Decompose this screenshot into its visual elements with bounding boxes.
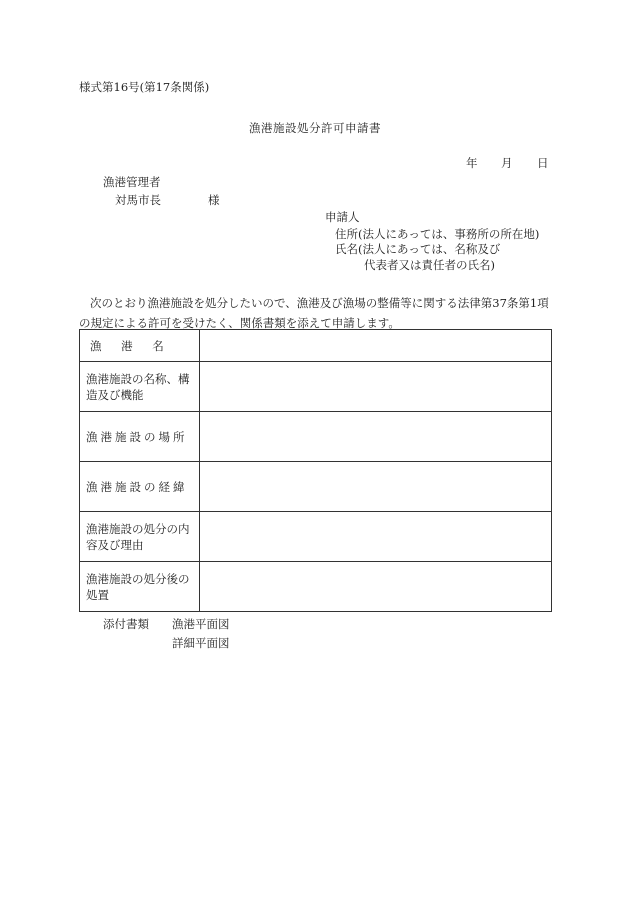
addressee-name: 対馬市長 — [115, 193, 161, 207]
row-value-facility-history[interactable] — [200, 462, 552, 512]
date-month: 月 — [501, 156, 513, 170]
row-value-harbor-name[interactable] — [200, 330, 552, 362]
row-label-facility-location: 漁港施設の場所 — [80, 412, 200, 462]
applicant-address: 住所(法人にあっては、事務所の所在地) — [335, 227, 540, 241]
application-table — [79, 329, 552, 612]
table-row — [80, 330, 552, 362]
row-label-disposal-reason: 漁港施設の処分の内容及び理由 — [80, 512, 200, 562]
row-value-facility-name[interactable] — [200, 362, 552, 412]
table-row — [80, 412, 552, 462]
row-label-harbor-name — [80, 330, 200, 362]
row-value-facility-location[interactable] — [200, 412, 552, 462]
attachments-label: 添付書類 — [103, 617, 149, 631]
attachment-item: 漁港平面図 — [172, 617, 230, 631]
date-year: 年 — [466, 156, 478, 170]
body-text: 次のとおり漁港施設を処分したいので、漁港及び漁場の整備等に関する法律第37条第1項の規定による許可を受けたく、関係書類を添えて申請します。 — [79, 296, 549, 330]
date-day: 日 — [537, 156, 549, 170]
applicant-name: 氏名(法人にあっては、名称及び — [335, 242, 501, 256]
addressee-title: 漁港管理者 — [103, 175, 161, 189]
attachment-item: 詳細平面図 — [172, 636, 230, 650]
addressee-honorific: 様 — [208, 193, 220, 207]
applicant-label: 申請人 — [325, 210, 360, 224]
row-label-facility-name: 漁港施設の名称、構造及び機能 — [80, 362, 200, 412]
row-label-text: 漁 港 名 — [90, 338, 172, 353]
applicant-name-continued: 代表者又は責任者の氏名) — [364, 258, 495, 272]
table-row — [80, 512, 552, 562]
form-number: 様式第16号(第17条関係) — [79, 80, 210, 94]
row-label-facility-history: 漁港施設の経緯 — [80, 462, 200, 512]
document-title: 漁港施設処分許可申請書 — [249, 121, 381, 135]
row-value-disposal-reason[interactable] — [200, 512, 552, 562]
row-label-post-disposal: 漁港施設の処分後の処置 — [80, 562, 200, 612]
row-value-post-disposal[interactable] — [200, 562, 552, 612]
table-row — [80, 462, 552, 512]
table-row — [80, 562, 552, 612]
table-row — [80, 362, 552, 412]
